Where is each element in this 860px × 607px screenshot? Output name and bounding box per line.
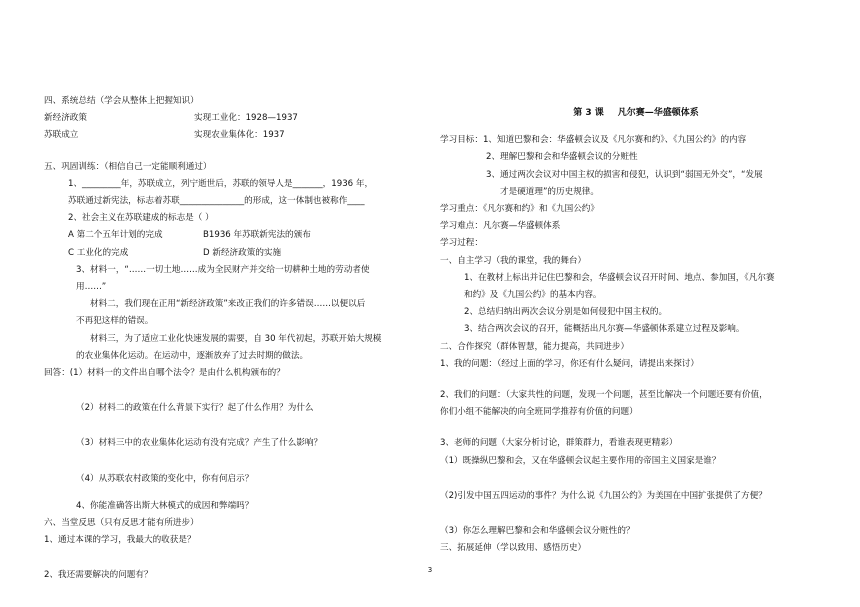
teacher-question-2: （2)引发中国五四运动的事件？为什么说《九国公约》为美国在中国扩张提供了方便？ <box>440 490 767 501</box>
question-3-line-1: 3、材料一，“……一切土地……成为全民财产并交给一切耕种土地的劳动者使 <box>76 264 370 275</box>
process-label: 学习过程： <box>440 238 483 249</box>
goal-1: 学习目标：1、知道巴黎和会：华盛顿会议及《凡尔赛和约》、《九国公约》的内容 <box>440 135 747 146</box>
option-a: A 第二个五年计划的完成 <box>68 230 163 241</box>
teacher-question-3: （3）你怎么理解巴黎和会和华盛顿会议分赃性的？ <box>440 526 635 537</box>
lesson-title <box>440 105 832 122</box>
option-c: C 工业化的完成 <box>68 247 129 258</box>
material-3-line-1: 材料三，为了适应工业化快速发展的需要，自 30 年代初起，苏联开始大规模 <box>90 333 382 344</box>
choices-row-2 <box>44 245 424 262</box>
section-5-heading: 五、巩固训练：（相信自己一定能顺利通过） <box>44 161 212 172</box>
answer-prompt-2: （2）材料二的政策在什么背景下实行？起了什么作用？为什么 <box>76 403 314 414</box>
material-2-line-2: 不再犯这样的错误。 <box>76 316 154 327</box>
reflection-2: 2、我还需要解决的问题有？ <box>44 570 153 581</box>
answer-prompt-4: （4）从苏联农村政策的变化中，你有何启示？ <box>76 473 254 484</box>
summary-item: 实现工业化：1928—1937 <box>194 113 298 124</box>
lesson-number: 第 3 课 <box>573 108 604 118</box>
right-column <box>440 93 832 557</box>
goal-3-line-2: 才是硬道理”的历史规律。 <box>500 186 599 197</box>
summary-row-2 <box>44 127 424 144</box>
summary-item: 新经济政策 <box>44 113 87 124</box>
left-column <box>44 93 424 585</box>
answer-prompt-1: 回答：(1）材料一的文件出自哪个法令？是由什么机构颁布的？ <box>44 368 285 379</box>
reflection-1: 1、通过本课的学习，我最大的收获是？ <box>44 535 196 546</box>
question-2: 2、社会主义在苏联建成的标志是（ ） <box>68 213 214 224</box>
my-question: 1、我的问题：（经过上面的学习，你还有什么疑问，请提出来探讨） <box>440 358 699 369</box>
material-3-line-2: 的农业集体化运动。在运动中，逐渐放弃了过去时期的做法。 <box>76 350 309 361</box>
question-4: 4、你能准确答出斯大林模式的成因和弊端吗？ <box>76 500 254 511</box>
self-study-item-1-line-2: 和约》及《九国公约》的基本内容。 <box>464 290 602 301</box>
difficulty: 学习难点：凡尔赛—华盛顿体系 <box>440 221 561 232</box>
section-1-heading: 一、自主学习（我的课堂，我的舞台） <box>440 255 587 266</box>
question-1-line-2: 苏联通过新宪法，标志着苏联_______________的形成，这一体制也被称作____ <box>68 196 365 207</box>
teacher-question-1: （1）既操纵巴黎和会，又在华盛顿会议起主要作用的帝国主义国家是谁？ <box>440 455 721 466</box>
key-points: 学习重点：《凡尔赛和约》和《九国公约》 <box>440 204 599 215</box>
section-2-heading: 二、合作探究（群体智慧，能力提高，共同进步） <box>440 341 630 352</box>
material-2-line-1: 材料二，我们现在正用“新经济政策”来改正我们的许多错误……以便以后 <box>90 299 366 310</box>
choices-row-1 <box>44 227 424 244</box>
self-study-item-3: 3、结合两次会议的召开，能概括出凡尔赛—华盛顿体系建立过程及影响。 <box>464 324 745 335</box>
summary-row-1 <box>44 110 424 127</box>
question-3-line-2: 用……” <box>76 282 107 293</box>
goal-3-line-1: 3、通过两次会议对中国主权的损害和侵犯，认识到“弱国无外交”，“发展 <box>486 169 763 180</box>
option-d: D 新经济政策的实施 <box>203 247 282 258</box>
our-question-line-2: 你们小组不能解决的向全班同学推荐有价值的问题） <box>440 407 638 418</box>
section-4-heading: 四、系统总结（学会从整体上把握知识） <box>44 96 199 106</box>
answer-prompt-3: （3）材料三中的农业集体化运动有没有完成？产生了什么影响？ <box>76 438 323 449</box>
self-study-item-2: 2、总结归纳出两次会议分别是如何侵犯中国主权的。 <box>464 307 668 318</box>
self-study-item-1-line-1: 1、在教材上标出并记住巴黎和会，华盛顿会议召开时间、地点、参加国，《凡尔赛 <box>464 272 775 283</box>
summary-item: 实现农业集体化：1937 <box>194 130 285 141</box>
our-question-line-1: 2、我们的问题：（大家共性的问题，发现一个问题，甚至比解决一个问题还要有价值， <box>440 390 768 401</box>
goal-2: 2、理解巴黎和会和华盛顿会议的分赃性 <box>486 152 638 163</box>
page-number: 3 <box>427 566 433 574</box>
section-6-heading: 六、当堂反思（只有反思才能有所进步） <box>44 518 199 529</box>
lesson-topic: 凡尔赛—华盛顿体系 <box>617 108 699 118</box>
teacher-question: 3、老师的问题（大家分析讨论，群策群力，看谁表现更精彩） <box>440 438 678 449</box>
summary-item: 苏联成立 <box>44 130 79 141</box>
section-3-heading: 三、拓展延伸（学以致用、感悟历史） <box>440 543 587 554</box>
option-b: B1936 年苏联新宪法的颁布 <box>203 230 311 241</box>
question-1-line-1: 1、_________年，苏联成立，列宁逝世后，苏联的领导人是_______，1936 年， <box>68 178 374 189</box>
